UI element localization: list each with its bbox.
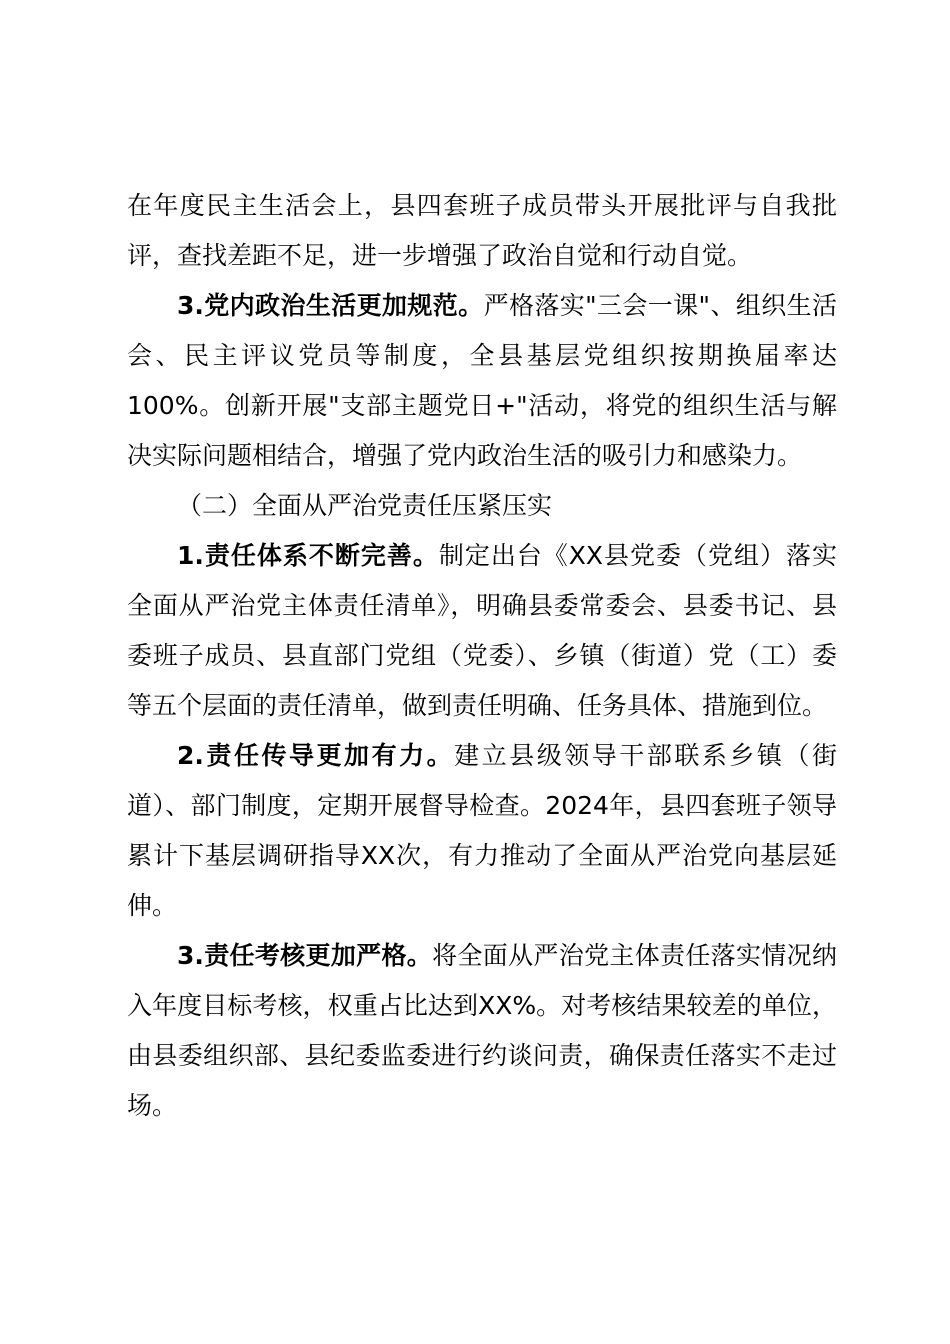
paragraph-heading: 3.党内政治生活更加规范。 [177,291,484,320]
paragraph-democratic-life [127,181,837,281]
paragraph-text: 建立县级领导干部联系乡镇（街道）、部门制度，定期开展督导检查。2024年，县四套班子领导累计下基层调研指导XX次，有力推动了全面从严治党向基层延伸。 [127,741,837,920]
paragraph-heading: 1.责任体系不断完善。 [177,541,439,570]
section-heading-text: （二）全面从严治党责任压紧压实 [177,491,553,520]
paragraph-text: 将全面从严治党主体责任落实情况纳入年度目标考核，权重占比达到XX%。对考核结果较差的单位，由县委组织部、县纪委监委进行约谈问责，确保责任落实不走过场。 [127,941,837,1120]
paragraph-text: 制定出台《XX县党委（党组）落实全面从严治党主体责任清单》，明确县委常委会、县委书记、县委班子成员、县直部门党组（党委）、乡镇（街道）党（工）委等五个层面的责任清单，做到责任明确、任务具体、措施到位。 [127,541,837,720]
paragraph-responsibility-assessment [127,931,837,1131]
paragraph-responsibility-system [127,531,837,731]
paragraph-heading: 2.责任传导更加有力。 [177,741,455,770]
section-heading [127,481,837,531]
document-body [127,181,837,1131]
paragraph-responsibility-transmission [127,731,837,931]
paragraph-party-political-life [127,281,837,481]
paragraph-heading: 3.责任考核更加严格。 [177,941,433,970]
paragraph-text: 严格落实"三会一课"、组织生活会、民主评议党员等制度，全县基层党组织按期换届率达100%。创新开展"支部主题党日+"活动，将党的组织生活与解决实际问题相结合，增强了党内政治生活的吸引力和感染力。 [127,291,837,470]
paragraph-text: 在年度民主生活会上，县四套班子成员带头开展批评与自我批评，查找差距不足，进一步增强了政治自觉和行动自觉。 [127,191,837,270]
